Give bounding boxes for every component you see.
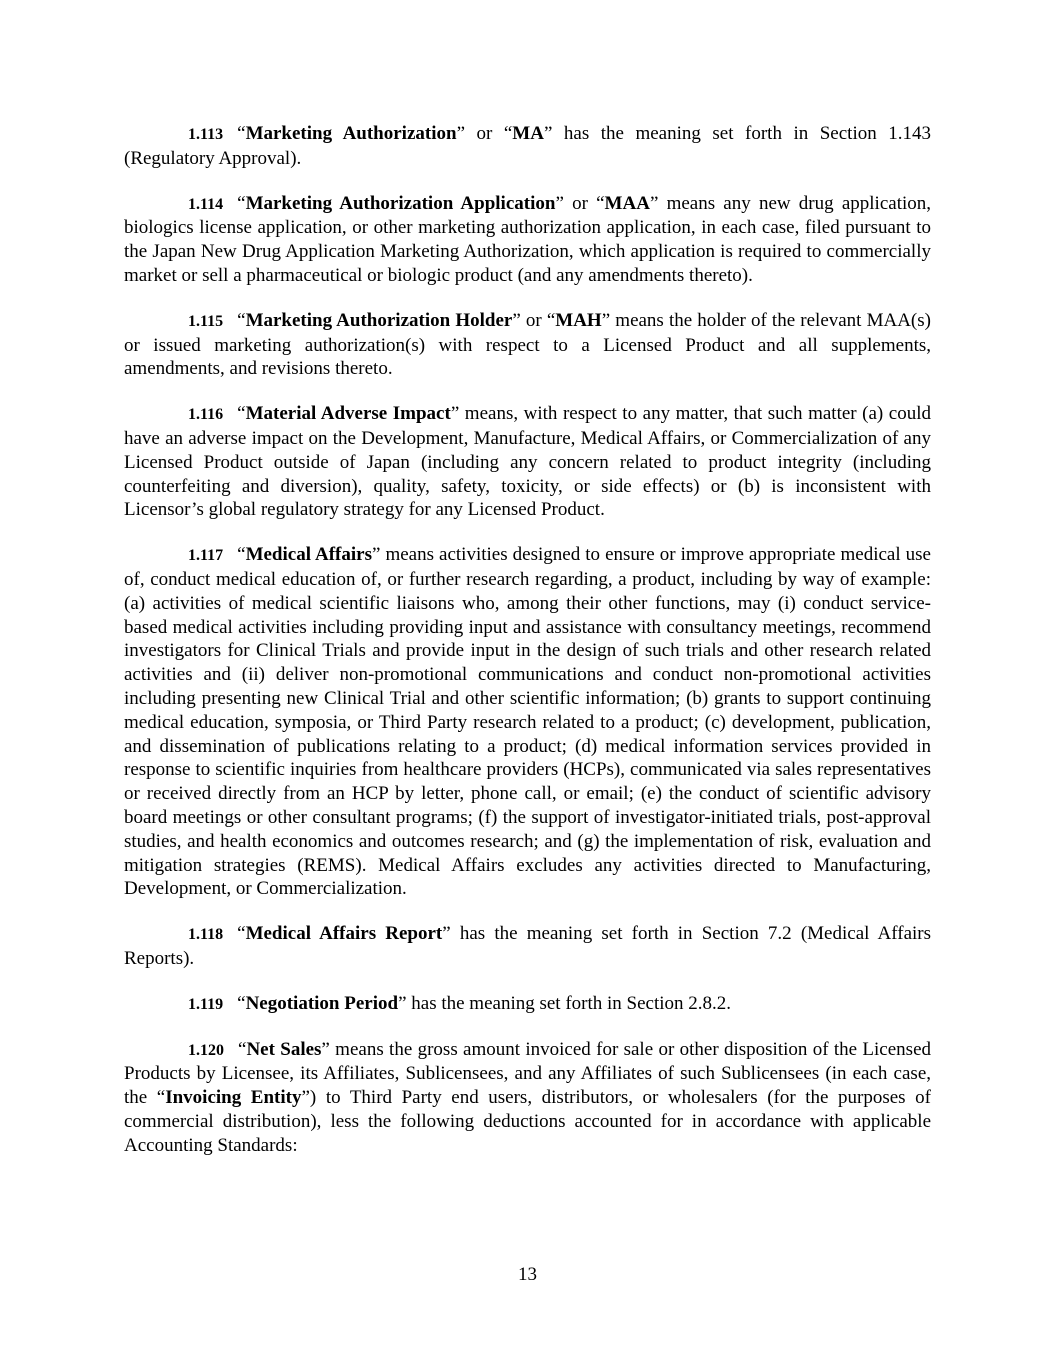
defined-term-abbrev: MA — [512, 123, 544, 144]
definition-text: ” has the meaning set forth in Section 7.2 (Medical Affairs Reports). — [124, 923, 931, 969]
defined-term: Medical Affairs Report — [245, 923, 443, 945]
definition-1-114 — [124, 192, 931, 288]
defined-term: Marketing Authorization Application — [245, 192, 556, 214]
section-number: 1.120 — [188, 1041, 224, 1059]
term-connector: ” or “ — [512, 309, 556, 331]
quote-open: “ — [237, 992, 246, 1014]
section-number: 1.113 — [188, 126, 224, 143]
definition-1-117 — [124, 543, 931, 901]
definition-text: ” means, with respect to any matter, that such matter (a) could have an adverse impact on the Development, Manufacture, Medical Affairs, or Commercialization of any Licensed Product outside of Japan (including any concern related to product integrity (including counterfeiting and diversion), quality, safety, toxicity, or side effects) or (b) is inconsistent with Licensor’s global regulatory strategy for any Licensed Product. — [124, 403, 931, 521]
definition-text: ” means any new drug application, biologics license application, or other marketing authorization application, in each case, filed pursuant to the Japan New Drug Application Marketing Authorization, which application is required to commercially market or sell a pharmaceutical or biologic product (and any amendments thereto). — [124, 192, 931, 286]
definition-text-continued: ”) to Third Party end users, distributors, or wholesalers (for the purposes of commercial distribution), less the following deductions accounted for in accordance with applicable Accounting Standards: — [124, 1087, 931, 1156]
quote-open: “ — [237, 192, 246, 214]
section-number: 1.116 — [188, 406, 224, 424]
definition-text: ” has the meaning set forth in Section 1.143 (Regulatory Approval). — [124, 123, 931, 169]
term-connector: ” or “ — [555, 192, 605, 214]
defined-term: Marketing Authorization Holder — [245, 309, 513, 331]
definition-text: ” means the gross amount invoiced for sale or other disposition of the Licensed Products by Licensee, its Affiliates, Sublicensees, and any Affiliates of such Sublicensees (in each case, the “ — [124, 1038, 931, 1109]
document-body — [124, 122, 931, 1178]
defined-term: Net Sales — [246, 1038, 322, 1060]
section-number: 1.118 — [188, 926, 224, 944]
quote-open: “ — [237, 123, 246, 144]
section-number: 1.117 — [188, 547, 224, 565]
definition-1-119 — [124, 992, 931, 1017]
page-number: 13 — [518, 1264, 537, 1285]
section-number: 1.119 — [188, 995, 224, 1013]
section-number: 1.114 — [188, 195, 224, 213]
definition-1-113 — [124, 122, 931, 171]
quote-open: “ — [238, 1038, 247, 1060]
definition-text: ” means the holder of the relevant MAA(s) or issued marketing authorization(s) with respect to a Licensed Product and all supplements, amendments, and revisions thereto. — [124, 309, 931, 380]
quote-open: “ — [237, 309, 246, 331]
quote-open: “ — [237, 403, 246, 425]
quote-open: “ — [237, 923, 246, 945]
definition-text: ” means activities designed to ensure or improve appropriate medical use of, conduct medical education of, or further research regarding, a product, including by way of example: (a) activities of medical scientific liaisons who, among their other functions, may (i) conduct service-based medical activities including providing input and assistance with consultancy meetings, recommend investigators for Clinical Trials and provide input in the design of such trials and other research related activities and (ii) deliver non-promotional communications and conduct non-promotional activities including presenting new Clinical Trial and other scientific information; (b) grants to support continuing medical education, symposia, or Third Party research related to a product; (c) development, publication, and dissemination of publications relating to a product; (d) medical information services provided in response to scientific inquiries from healthcare providers (HCPs), communicated via sales representatives or received directly from an HCP by letter, phone call, or email; (e) the conduct of scientific advisory board meetings or other consultant programs; (f) the support of investigator-initiated trials, post-approval studies, and health economics and outcomes research; and (g) the implementation of risk, evaluation and mitigation strategies (REMS). Medical Affairs excludes any activities directed to Manufacturing, Development, or Commercialization. — [124, 544, 931, 900]
section-number: 1.115 — [188, 312, 224, 330]
definition-1-118 — [124, 922, 931, 971]
definition-1-115 — [124, 309, 931, 381]
defined-term: Medical Affairs — [245, 544, 372, 566]
defined-term: Material Adverse Impact — [245, 403, 451, 425]
definition-text: ” has the meaning set forth in Section 2.8.2. — [398, 992, 732, 1014]
definition-1-116 — [124, 402, 931, 522]
defined-term-abbrev: MAH — [555, 309, 602, 331]
quote-open: “ — [237, 544, 246, 566]
defined-term: Marketing Authorization — [245, 123, 457, 144]
defined-term-abbrev: MAA — [604, 192, 650, 214]
term-connector: ” or “ — [456, 123, 513, 144]
defined-term: Negotiation Period — [245, 992, 399, 1014]
definition-1-120 — [124, 1038, 931, 1158]
defined-term-inline: Invoicing Entity — [165, 1087, 302, 1109]
